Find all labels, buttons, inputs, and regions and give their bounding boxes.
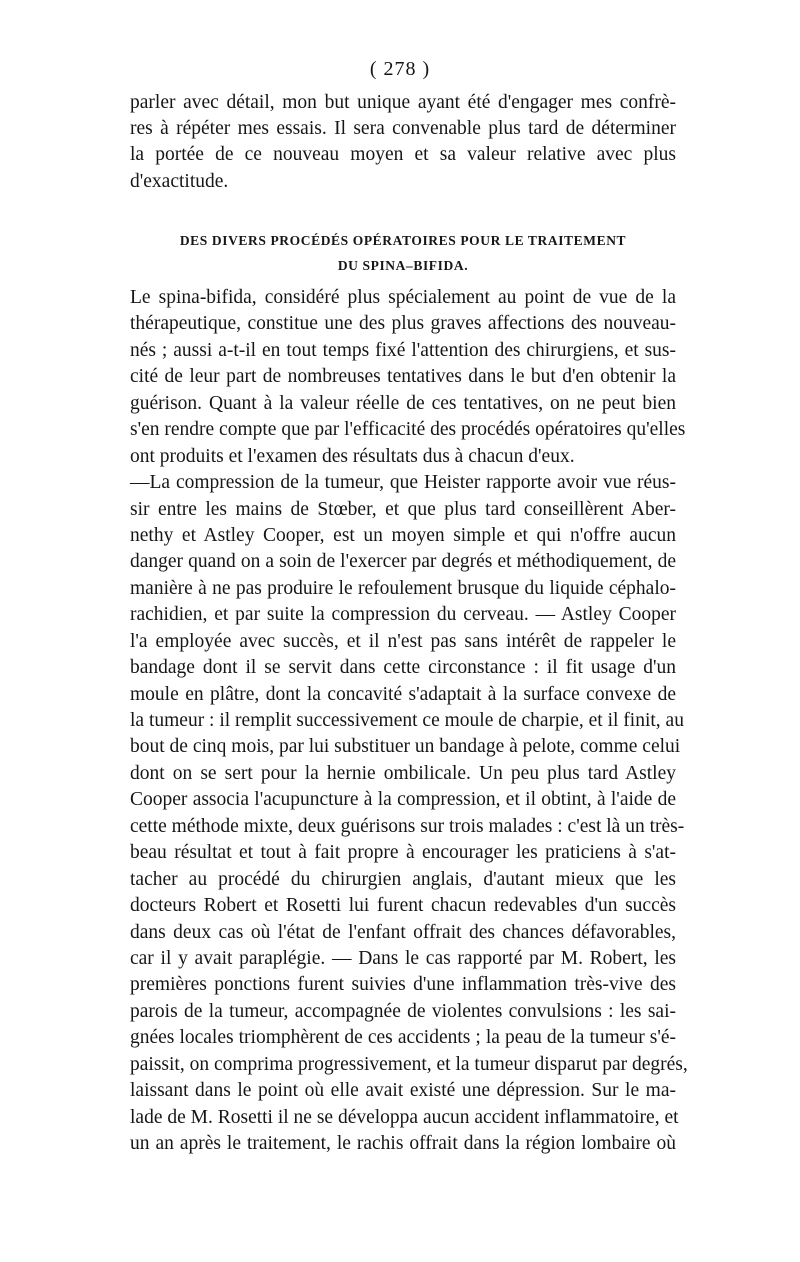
text-line: nés ; aussi a-t-il en tout temps fixé l'attention des chirurgiens, et sus- [130, 339, 676, 361]
text-line: nethy et Astley Cooper, est un moyen simple et qui n'offre aucun [130, 524, 676, 546]
text-line: Le spina-bifida, considéré plus spécialement au point de vue de la [130, 287, 676, 308]
text-line: d'exactitude. [130, 170, 229, 192]
text-line: tacher au procédé du chirurgien anglais, d'autant mieux que les [130, 868, 676, 890]
text-line: cité de leur part de nombreuses tentatives dans le but d'en obtenir la [130, 366, 676, 388]
text-line: s'en rendre compte que par l'efficacité des procédés opératoires qu'elles [130, 419, 686, 441]
text-line: la portée de ce nouveau moyen et sa valeur relative avec plus [130, 144, 676, 166]
text-line: Cooper associa l'acupuncture à la compression, et il obtint, à l'aide de [130, 789, 676, 811]
text-line: dans deux cas où l'état de l'enfant offrait des chances défavorables, [130, 921, 676, 943]
text-line: bandage dont il se servit dans cette circonstance : il fit usage d'un [130, 657, 676, 679]
text-line: —La compression de la tumeur, que Heister rapporte avoir vue réus- [130, 472, 676, 494]
text-line: laissant dans le point où elle avait existé une dépression. Sur le ma- [130, 1080, 676, 1102]
text-line: manière à ne pas produire le refoulement brusque du liquide céphalo- [130, 577, 676, 599]
text-line: paissit, on comprima progressivement, et la tumeur disparut par degrés, [130, 1053, 688, 1075]
text-line: res à répéter mes essais. Il sera convenable plus tard de déterminer [130, 118, 676, 140]
text-line: cette méthode mixte, deux guérisons sur trois malades : c'est là un très- [130, 815, 685, 837]
text-line: thérapeutique, constitue une des plus graves affections des nouveau- [130, 313, 676, 335]
text-line: guérison. Quant à la valeur réelle de ces tentatives, on ne peut bien [130, 392, 676, 414]
text-line: premières ponctions furent suivies d'une inflammation très-vive des [130, 974, 676, 996]
text-line: docteurs Robert et Rosetti lui furent chacun redevables d'un succès [130, 895, 676, 917]
text-line: gnées locales triomphèrent de ces accidents ; la peau de la tumeur s'é- [130, 1027, 676, 1049]
text-line: l'a employée avec succès, et il n'est pas sans intérêt de rappeler le [130, 630, 676, 652]
page-number: ( 278 ) [369, 58, 431, 80]
text-line: dont on se sert pour la hernie ombilicale. Un peu plus tard Astley [130, 762, 676, 784]
text-line: ont produits et l'examen des résultats dus à chacun d'eux. [130, 445, 575, 467]
text-line: parler avec détail, mon but unique ayant été d'engager mes confrè- [130, 92, 676, 113]
section-heading-line1: DES DIVERS PROCÉDÉS OPÉRATOIRES POUR LE TRAITEMENT [179, 233, 627, 248]
text-line: danger quand on a soin de l'exercer par degrés et méthodiquement, de [130, 551, 676, 573]
text-line: un an après le traitement, le rachis offrait dans la région lombaire où [130, 1133, 676, 1154]
text-line: beau résultat et tout à fait propre à encourager les praticiens à s'at- [130, 842, 676, 864]
text-line: lade de M. Rosetti il ne se développa aucun accident inflammatoire, et [130, 1106, 679, 1128]
text-line: sir entre les mains de Stœber, et que plus tard conseillèrent Aber- [130, 498, 676, 520]
section-heading-line2: DU SPINA–BIFIDA. [337, 258, 469, 273]
body-paragraph [130, 285, 688, 1157]
text-line: rachidien, et par suite la compression du cerveau. — Astley Cooper [130, 604, 676, 626]
text-line: parois de la tumeur, accompagnée de violentes convulsions : les sai- [130, 1000, 676, 1022]
text-line: moule en plâtre, dont la concavité s'adaptait à la surface convexe de [130, 683, 676, 705]
text-line: bout de cinq mois, par lui substituer un bandage à pelote, comme celui [130, 736, 681, 758]
intro-paragraph [130, 90, 676, 195]
text-line: la tumeur : il remplit successivement ce moule de charpie, et il finit, au [130, 710, 684, 731]
text-line: car il y avait paraplégie. — Dans le cas rapporté par M. Robert, les [130, 947, 676, 969]
